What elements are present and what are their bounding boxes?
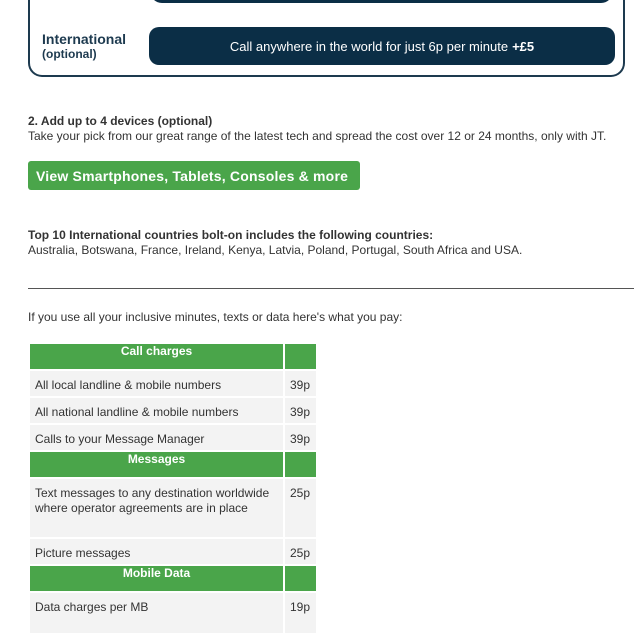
row-price: 39p <box>285 371 316 396</box>
table-row <box>30 425 316 450</box>
table-row <box>30 479 316 537</box>
devices-description: Take your pick from our great range of the latest tech and spread the cost over 12 or 24 months, only with JT. <box>28 129 607 143</box>
row-price: 39p <box>285 425 316 450</box>
section-title-call-charges: Call charges <box>30 344 283 369</box>
top10-heading: Top 10 International countries bolt-on includes the following countries: <box>28 228 434 242</box>
section-header-spacer <box>285 566 316 591</box>
international-title: International <box>42 31 127 47</box>
row-price: 39p <box>285 398 316 423</box>
table-row <box>30 398 316 423</box>
rates-table <box>28 342 318 635</box>
section-header-spacer <box>285 452 316 477</box>
international-offer-button[interactable] <box>149 27 615 65</box>
row-label: All local landline & mobile numbers <box>30 371 283 396</box>
table-row <box>30 371 316 396</box>
rates-intro: If you use all your inclusive minutes, texts or data here's what you pay: <box>28 310 403 324</box>
table-row <box>30 593 316 633</box>
row-price: 19p <box>285 593 316 633</box>
international-offer-price: +£5 <box>512 38 535 54</box>
row-label: Picture messages <box>30 539 283 564</box>
view-devices-button[interactable]: View Smartphones, Tablets, Consoles & more <box>28 161 360 190</box>
row-price: 25p <box>285 539 316 564</box>
top10-countries: Australia, Botswana, France, Ireland, Kenya, Latvia, Poland, Portugal, South Africa and USA. <box>28 243 523 257</box>
row-label: All national landline & mobile numbers <box>30 398 283 423</box>
devices-heading: 2. Add up to 4 devices (optional) <box>28 114 213 128</box>
row-label: Data charges per MB <box>30 593 283 633</box>
table-section-header <box>30 566 316 591</box>
international-offer-text: Call anywhere in the world for just 6p per minute <box>229 38 509 54</box>
section-title-messages: Messages <box>30 452 283 477</box>
divider <box>28 288 634 289</box>
section-title-mobile-data: Mobile Data <box>30 566 283 591</box>
row-label: Calls to your Message Manager <box>30 425 283 450</box>
section-header-spacer <box>285 344 316 369</box>
table-section-header <box>30 344 316 369</box>
table-row <box>30 539 316 564</box>
table-section-header <box>30 452 316 477</box>
row-label: Text messages to any destination worldwide where operator agreements are in place <box>30 479 283 537</box>
international-subtitle: (optional) <box>42 47 97 61</box>
row-price: 25p <box>285 479 316 537</box>
previous-option-pill[interactable] <box>150 0 613 3</box>
